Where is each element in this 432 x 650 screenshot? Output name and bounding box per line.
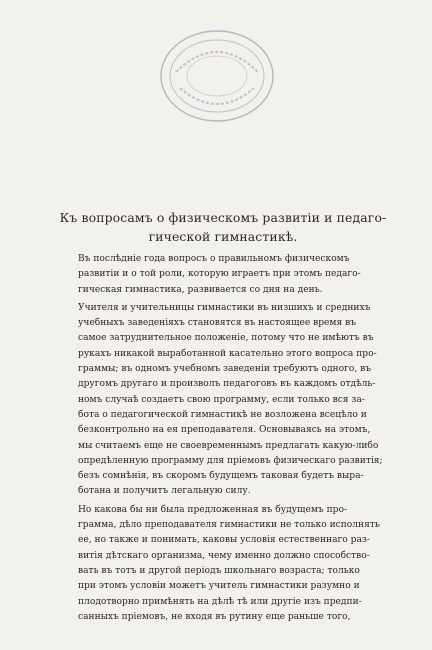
- paragraph-1: [58, 252, 388, 298]
- text-line: самое затруднительное положеніе, потому что не имѣютъ въ: [78, 333, 374, 344]
- text-line: другомъ другаго и произволъ педагоговъ въ каждомъ отдѣль-: [78, 379, 376, 390]
- text-line: мы считаемъ еще не своевременнымъ предлагать какую-либо: [78, 440, 379, 451]
- text-line: Въ послѣдніе года вопросъ о правильномъ физическомъ: [78, 254, 350, 264]
- title-line: гической гимнастикѣ.: [148, 229, 298, 244]
- text-line: бота о педагогической гимнастикѣ не возложена всецѣло и: [78, 409, 367, 420]
- paragraph-3: [58, 503, 388, 625]
- text-line: опредѣленную программу для пріемовъ физическаго развитія;: [78, 455, 383, 466]
- text-line: развитіи и о той роли, которую играетъ при этомъ педаго-: [78, 269, 361, 280]
- text-line: санныхъ пріемовъ, не входя въ рутину еще раньше того,: [78, 611, 351, 622]
- library-stamp-icon: [158, 28, 276, 124]
- text-line: учебныхъ заведеніяхъ становятся въ настоящее время въ: [78, 318, 357, 329]
- text-line: грамма, дѣло преподавателя гимнастики не только исполнять: [78, 520, 380, 531]
- title-line: Къ вопросамъ о физическомъ развитіи и педаго-: [59, 210, 387, 225]
- text-line: плодотворно примѣнять на дѣлѣ тѣ или другіе изъ предпи-: [78, 596, 362, 607]
- text-line: номъ случаѣ создаетъ свою программу, если только вся за-: [78, 394, 365, 405]
- text-line: ее, но также и понимать, каковы условія естественнаго раз-: [78, 535, 370, 546]
- text-line: вать въ тотъ и другой періодъ школьнаго возраста; только: [78, 565, 360, 576]
- text-line: ботана и получитъ легальную силу.: [78, 486, 251, 497]
- text-line: Учителя и учительницы гимнастики въ низшихъ и среднихъ: [78, 302, 371, 313]
- text-line: безъ сомнѣнія, въ скоромъ будущемъ таковая будетъ выра-: [78, 471, 364, 482]
- text-line: граммы; въ одномъ учебномъ заведеніи требуютъ одного, въ: [78, 364, 372, 375]
- paragraph-2: [58, 301, 388, 500]
- text-line: витія дѣтскаго организма, чему именно должно способство-: [78, 550, 370, 561]
- article-title: [58, 208, 388, 246]
- article-body: [58, 252, 388, 625]
- text-line: Но какова бы ни была предложенная въ будущемъ про-: [78, 504, 348, 515]
- text-line: гическая гимнастика, развивается со дня на день.: [78, 284, 323, 295]
- text-line: рукахъ никакой выработанной касательно этого вопроса про-: [78, 348, 377, 359]
- text-line: безконтрольно на ея преподавателя. Основываясь на этомъ,: [78, 425, 371, 436]
- text-line: при этомъ условіи можетъ учитель гимнастики разумно и: [78, 581, 360, 592]
